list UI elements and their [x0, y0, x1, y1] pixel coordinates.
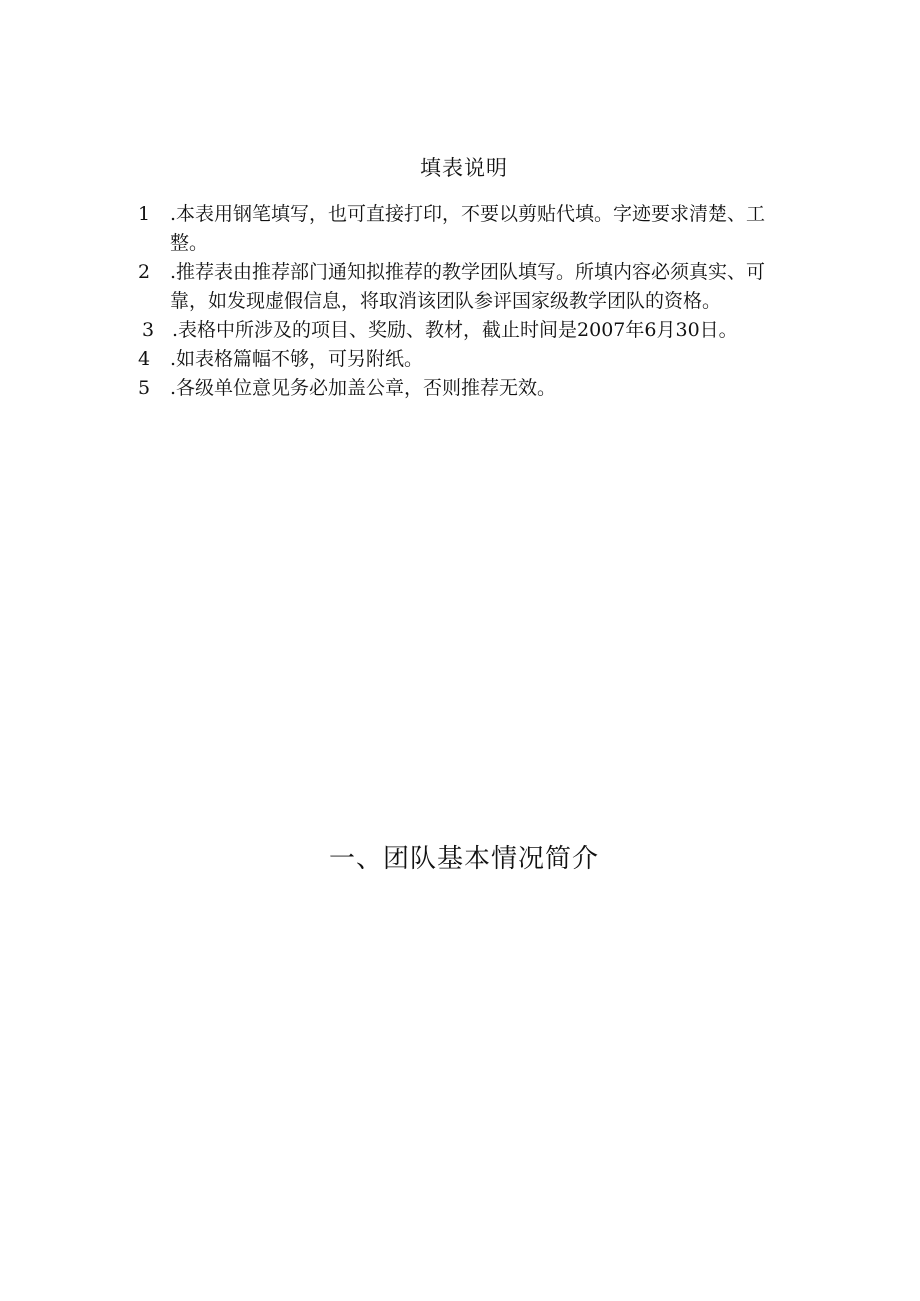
list-item	[136, 316, 796, 345]
list-item-number: 4	[138, 348, 157, 370]
list-item-text: .推荐表由推荐部门通知拟推荐的教学团队填写。所填内容必须真实、可靠，如发现虚假信息，将取消该团队参评国家级教学团队的资格。	[170, 261, 766, 312]
list-item-text: .本表用钢笔填写，也可直接打印，不要以剪贴代填。字迹要求清楚、工整。	[170, 203, 766, 254]
list-item-number: 2	[138, 261, 157, 283]
list-item-text: .表格中所涉及的项目、奖励、教材，截止时间是2007年6月30日。	[172, 319, 738, 341]
list-item	[136, 374, 796, 403]
page-title: 填表说明	[420, 156, 508, 180]
list-item-text: .各级单位意见务必加盖公章，否则推荐无效。	[170, 377, 557, 399]
list-item-number: 5	[138, 377, 157, 399]
list-item-number: 3	[142, 319, 161, 341]
list-item	[136, 345, 796, 374]
list-item-number: 1	[138, 203, 157, 225]
list-item	[136, 200, 796, 258]
section-heading: 一、团队基本情况简介	[328, 844, 599, 874]
instructions-list	[136, 200, 796, 403]
list-item-text: .如表格篇幅不够，可另附纸。	[170, 348, 424, 370]
list-item	[136, 258, 796, 316]
